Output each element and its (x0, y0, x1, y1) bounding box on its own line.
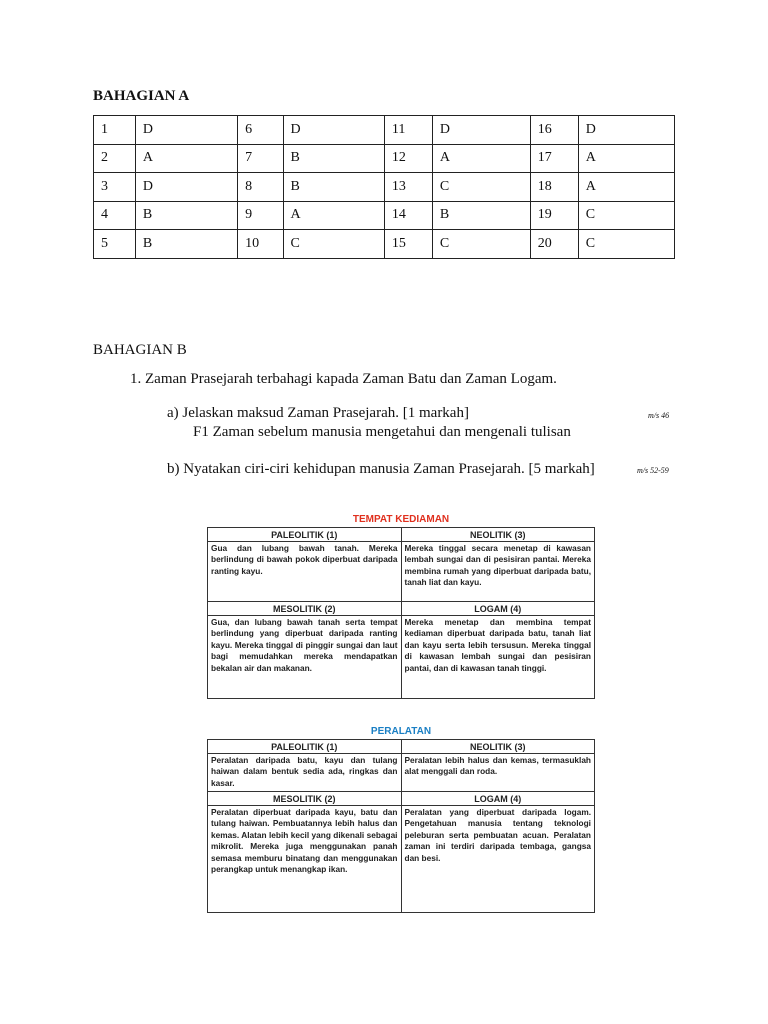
answer-letter-cell: C (578, 201, 674, 230)
answer-letter-cell: D (283, 116, 384, 145)
answer-letter-cell: B (283, 144, 384, 173)
question-number-cell: 10 (238, 230, 283, 259)
question-number-cell: 7 (238, 144, 283, 173)
answer-letter-cell: D (432, 116, 530, 145)
answer-table (93, 115, 675, 259)
question-number-cell: 11 (384, 116, 432, 145)
page-reference-a: m/s 46 (648, 411, 670, 420)
peralatan-table (207, 739, 595, 913)
answer-letter-cell: B (135, 201, 237, 230)
question-number-cell: 12 (384, 144, 432, 173)
peralatan-neolitik-head: NEOLITIK (3) (401, 740, 595, 754)
peralatan-mesolitik-text: Peralatan diperbuat daripada kayu, batu dan tulang haiwan. Pembuatannya lebih halus dan kemas. Alatan lebih kecil yang dikenali sebagai mikrolit. Mereka juga menggunakan panah semasa memburu binatang dan menggunakan perangkap untuk menangkap ikan. (208, 806, 402, 913)
tempat-kediaman-figure (207, 514, 595, 699)
answer-letter-cell: A (578, 173, 674, 202)
peralatan-paleolitik-text: Peralatan daripada batu, kayu dan tulang haiwan dalam bentuk sedia ada, ringkas dan kasar. (208, 754, 402, 792)
tempat-neolitik-text: Mereka tinggal secara menetap di kawasan lembah sungai dan di pesisiran pantai. Mereka membina rumah yang diperbuat daripada batu, tanah liat dan kayu. (401, 542, 595, 602)
tempat-kediaman-table (207, 527, 595, 699)
tempat-neolitik-head: NEOLITIK (3) (401, 528, 595, 542)
answer-letter-cell: A (135, 144, 237, 173)
page-reference-b: m/s 52-59 (637, 466, 669, 475)
question-number-cell: 3 (94, 173, 136, 202)
question-number-cell: 6 (238, 116, 283, 145)
answer-letter-cell: A (432, 144, 530, 173)
question-number-cell: 2 (94, 144, 136, 173)
tempat-kediaman-title: TEMPAT KEDIAMAN (352, 514, 450, 525)
peralatan-mesolitik-head: MESOLITIK (2) (208, 792, 402, 806)
question-number-cell: 4 (94, 201, 136, 230)
tempat-logam-head: LOGAM (4) (401, 602, 595, 616)
question-number-cell: 1 (94, 116, 136, 145)
question-number-cell: 8 (238, 173, 283, 202)
question-number-cell: 20 (530, 230, 578, 259)
question-number-cell: 18 (530, 173, 578, 202)
question-number-cell: 17 (530, 144, 578, 173)
answer-letter-cell: D (578, 116, 674, 145)
answer-letter-cell: C (283, 230, 384, 259)
answer-row (94, 116, 675, 145)
answer-row (94, 173, 675, 202)
question-number-cell: 13 (384, 173, 432, 202)
peralatan-title: PERALATAN (370, 726, 432, 737)
peralatan-logam-head: LOGAM (4) (401, 792, 595, 806)
question-number-cell: 14 (384, 201, 432, 230)
answer-letter-cell: C (578, 230, 674, 259)
answer-letter-cell: D (135, 173, 237, 202)
answer-letter-cell: B (283, 173, 384, 202)
question-number-cell: 16 (530, 116, 578, 145)
section-b-heading: BAHAGIAN B (93, 342, 187, 358)
answer-1a: F1 Zaman sebelum manusia mengetahui dan mengenali tulisan (193, 424, 571, 440)
question-number-cell: 9 (238, 201, 283, 230)
peralatan-neolitik-text: Peralatan lebih halus dan kemas, termasuklah alat menggali dan roda. (401, 754, 595, 792)
peralatan-paleolitik-head: PALEOLITIK (1) (208, 740, 402, 754)
answer-letter-cell: B (432, 201, 530, 230)
tempat-logam-text: Mereka menetap dan membina tempat kediaman diperbuat daripada batu, tanah liat dan kayu serta lebih tersusun. Mereka tinggal di kawasan lembah sungai dan pesisiran pantai, dan di kawasan tanah tinggi. (401, 616, 595, 699)
question-number-cell: 19 (530, 201, 578, 230)
answer-row (94, 144, 675, 173)
answer-letter-cell: B (135, 230, 237, 259)
answer-row (94, 230, 675, 259)
tempat-paleolitik-head: PALEOLITIK (1) (208, 528, 402, 542)
question-1a: a) Jelaskan maksud Zaman Prasejarah. [1 markah] (167, 405, 469, 421)
question-1: 1. Zaman Prasejarah terbahagi kapada Zaman Batu dan Zaman Logam. (130, 371, 557, 387)
peralatan-logam-text: Peralatan yang diperbuat daripada logam. Pengetahuan manusia tentang teknologi peleburan serta pembuatan acuan. Peralatan zaman ini terdiri daripada tembaga, gangsa dan besi. (401, 806, 595, 913)
section-a-heading: BAHAGIAN A (93, 88, 190, 104)
peralatan-figure (207, 726, 595, 913)
question-1b: b) Nyatakan ciri-ciri kehidupan manusia Zaman Prasejarah. [5 markah] (167, 461, 595, 477)
answer-letter-cell: C (432, 230, 530, 259)
tempat-mesolitik-text: Gua, dan lubang bawah tanah serta tempat berlindung yang diperbuat daripada ranting kayu. Mereka tinggal di pinggir sungai dan laut bagi memudahkan mereka mendapatkan bekalan air dan makanan. (208, 616, 402, 699)
tempat-paleolitik-text: Gua dan lubang bawah tanah. Mereka berlindung di bawah pokok diperbuat daripada ranting kayu. (208, 542, 402, 602)
question-number-cell: 15 (384, 230, 432, 259)
answer-letter-cell: C (432, 173, 530, 202)
answer-letter-cell: A (283, 201, 384, 230)
tempat-mesolitik-head: MESOLITIK (2) (208, 602, 402, 616)
answer-letter-cell: A (578, 144, 674, 173)
answer-letter-cell: D (135, 116, 237, 145)
question-number-cell: 5 (94, 230, 136, 259)
answer-row (94, 201, 675, 230)
